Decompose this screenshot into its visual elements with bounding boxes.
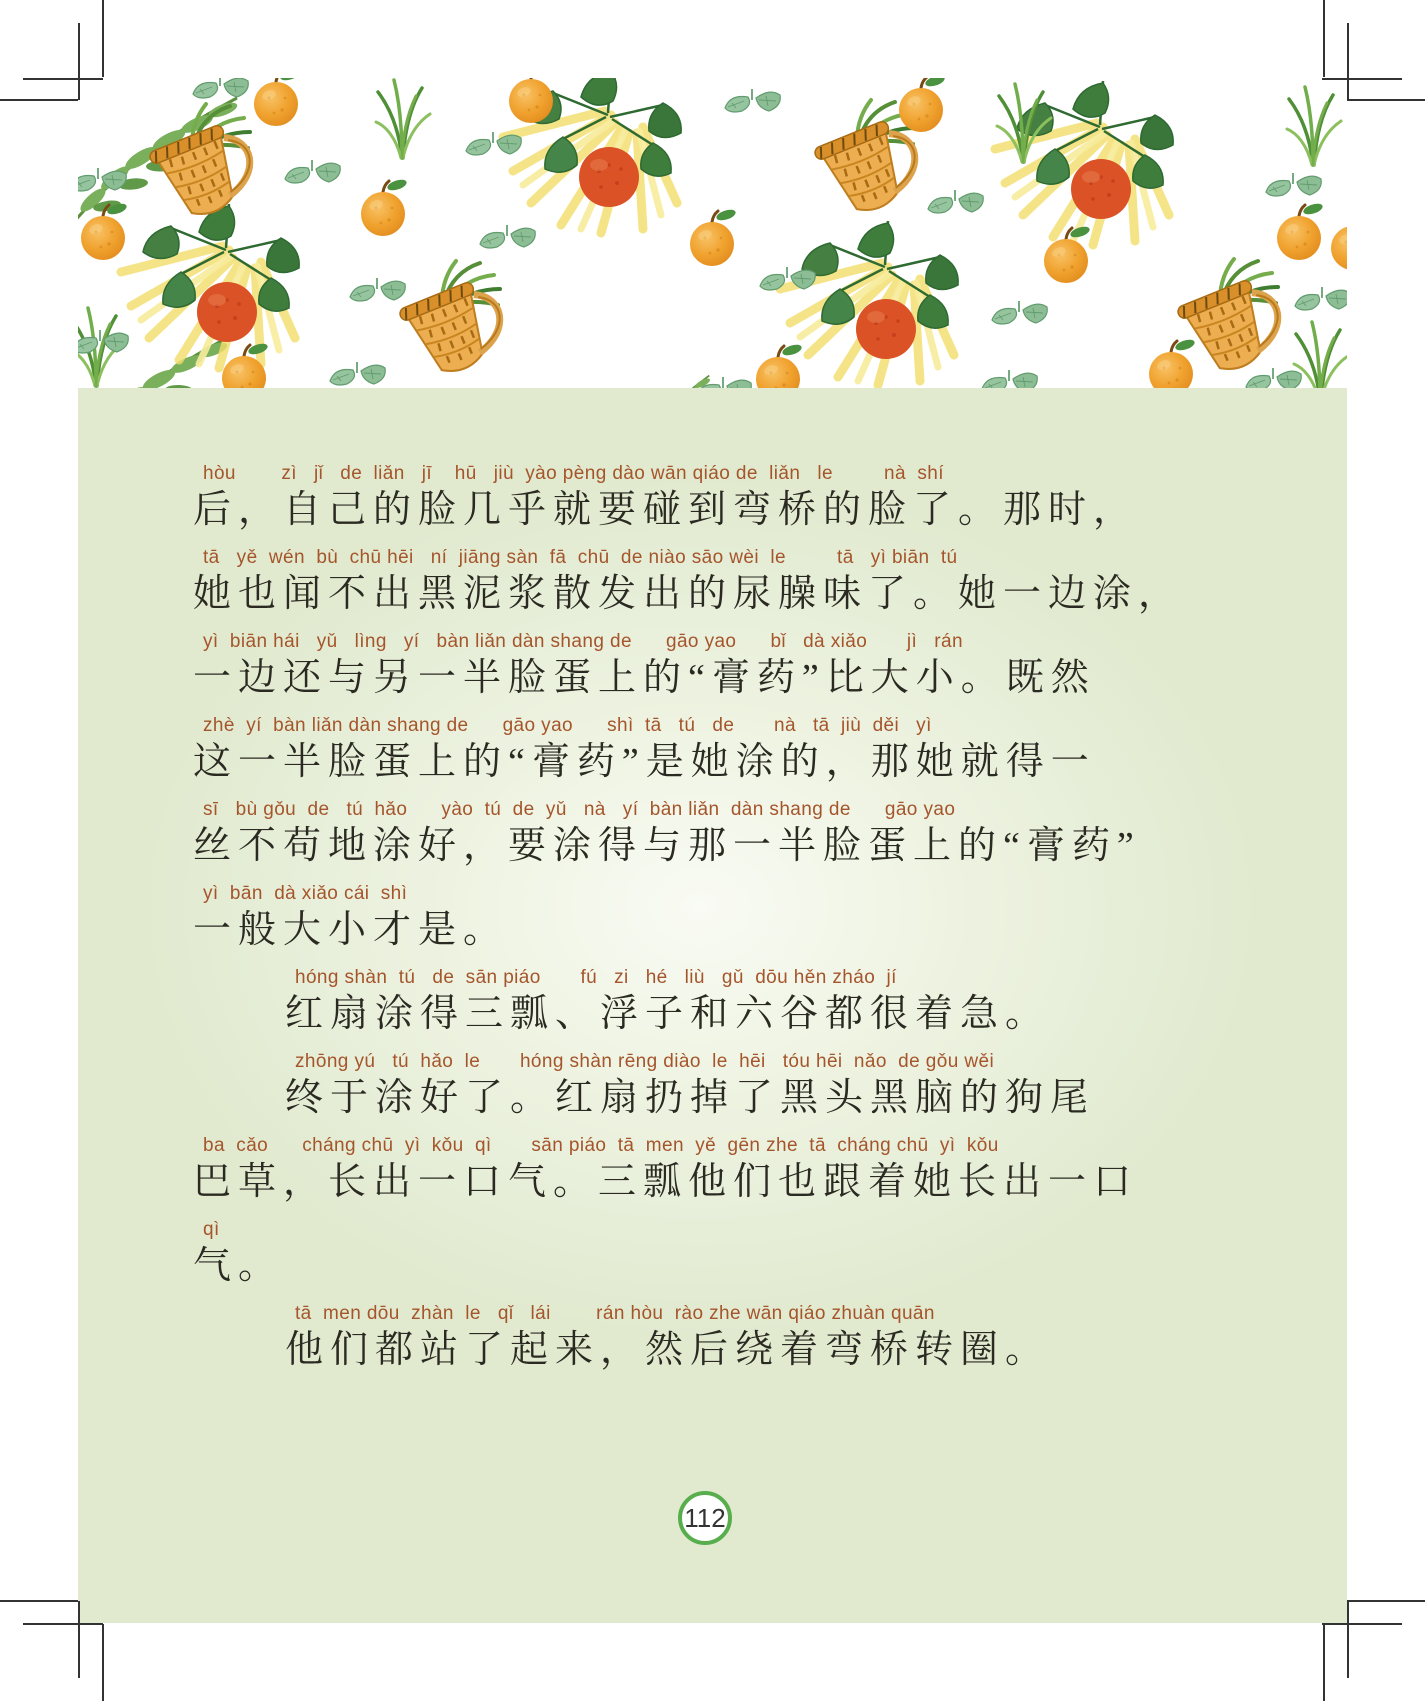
leaf-pair-icon — [330, 362, 385, 385]
hanzi-line: 巴草，长出一口气。三瓢他们也跟着她长出一口 — [193, 1161, 1139, 1203]
crop-mark-line — [1322, 1623, 1402, 1625]
orange-icon — [1331, 212, 1347, 270]
pinyin-line: tā yě wén bù chū hēi ní jiāng sàn fā chū de niào sāo wèi le tā yì biān tú — [203, 547, 958, 568]
pattern-band — [78, 78, 1347, 388]
orange-icon — [1277, 202, 1324, 260]
leaf-pair-icon — [928, 190, 983, 213]
hanzi-line: 气。 — [193, 1245, 284, 1287]
pinyin-line: ba cǎo cháng chū yì kǒu qì sān piáo tā men yě gēn zhe tā cháng chū yì kǒu — [203, 1135, 999, 1156]
text-block — [78, 388, 1347, 1373]
text-line — [193, 546, 1227, 617]
content-area — [78, 388, 1347, 1623]
leaf-pair-icon — [725, 89, 780, 112]
crop-mark-line — [0, 99, 78, 101]
pinyin-line: yì biān hái yǔ lìng yí bàn liǎn dàn shang de gāo yao bǐ dà xiǎo jì rán — [203, 631, 963, 652]
grass-icon — [376, 80, 430, 158]
leaf-pair-icon — [285, 160, 340, 183]
crop-mark-line — [78, 1601, 80, 1678]
hanzi-line: 一般大小才是。 — [193, 909, 509, 951]
fruit-cluster-icon — [780, 221, 958, 385]
text-line — [193, 798, 1227, 869]
leaf-pair-icon — [193, 78, 248, 98]
text-line — [193, 1218, 1227, 1289]
pinyin-line: tā men dōu zhàn le qǐ lái rán hòu rào zhe wān qiáo zhuàn quān — [295, 1303, 935, 1324]
crop-mark-line — [102, 1624, 104, 1701]
hanzi-line: 她也闻不出黑泥浆散发出的尿臊味了。她一边涂， — [193, 573, 1184, 615]
grass-icon — [1287, 87, 1341, 165]
hanzi-line: 丝不苟地涂好，要涂得与那一半脸蛋上的“膏药” — [193, 825, 1141, 867]
text-line — [193, 714, 1227, 785]
text-line — [193, 882, 1227, 953]
crop-mark-line — [23, 1623, 103, 1625]
pinyin-line: hóng shàn tú de sān piáo fú zi hé liù gǔ dōu hěn zháo jí — [295, 967, 897, 988]
crop-mark-line — [1347, 99, 1425, 101]
orange-icon — [1149, 338, 1196, 388]
text-line — [193, 630, 1227, 701]
crop-mark-line — [1322, 78, 1402, 80]
leaf-pair-icon — [466, 132, 521, 155]
orange-icon — [254, 78, 301, 126]
crop-mark-line — [1347, 23, 1349, 100]
pinyin-line: hòu zì jǐ de liǎn jī hū jiù yào pèng dào wān qiáo de liǎn le nà shí — [203, 463, 944, 484]
text-line — [285, 1302, 1227, 1373]
fruit-cluster-icon — [121, 204, 299, 368]
hanzi-line: 红扇涂得三瓢、浮子和六谷都很着急。 — [285, 993, 1051, 1035]
hanzi-line: 这一半脸蛋上的“膏药”是她涂的，那她就得一 — [193, 741, 1096, 783]
page-number-badge — [678, 1491, 732, 1545]
crop-mark-line — [0, 1600, 78, 1602]
grass-icon — [1294, 322, 1347, 388]
basket-icon — [1176, 259, 1292, 381]
page-number-label: 112 — [684, 1502, 726, 1533]
orange-icon — [899, 78, 946, 132]
pinyin-line: qì — [203, 1219, 220, 1240]
leaf-pair-icon — [350, 278, 405, 301]
crop-mark-line — [1323, 0, 1325, 77]
leaf-pair-icon — [982, 370, 1037, 388]
pinyin-line: sī bù gǒu de tú hǎo yào tú de yǔ nà yí bàn liǎn dàn shang de gāo yao — [203, 799, 956, 820]
crop-mark-line — [1347, 1601, 1349, 1678]
text-line — [285, 966, 1227, 1037]
leaf-pair-icon — [480, 225, 535, 248]
page — [78, 78, 1347, 1623]
pinyin-line: zhè yí bàn liǎn dàn shang de gāo yao shì tā tú de nà tā jiù děi yì — [203, 715, 932, 736]
orange-icon — [756, 343, 803, 388]
hanzi-line: 他们都站了起来，然后绕着弯桥转圈。 — [285, 1329, 1051, 1371]
leaf-pair-icon — [1295, 287, 1347, 310]
leaf-pair-icon — [1266, 173, 1321, 196]
orange-icon — [361, 178, 408, 236]
pinyin-line: yì bān dà xiǎo cái shì — [203, 883, 408, 904]
hanzi-line: 一边还与另一半脸蛋上的“膏药”比大小。既然 — [193, 657, 1096, 699]
crop-mark-line — [23, 78, 103, 80]
orange-icon — [690, 208, 737, 266]
crop-mark-line — [102, 0, 104, 77]
hanzi-line: 后，自己的脸几乎就要碰到弯桥的脸了。那时， — [193, 489, 1139, 531]
basket-icon — [398, 261, 514, 383]
text-line — [193, 1134, 1227, 1205]
crop-mark-line — [1323, 1624, 1325, 1701]
crop-mark-line — [1347, 1600, 1425, 1602]
leaf-pair-icon — [992, 301, 1047, 324]
pinyin-line: zhōng yú tú hǎo le hóng shàn rēng diào le hēi tóu hēi nǎo de gǒu wěi — [295, 1051, 995, 1072]
text-line — [193, 462, 1227, 533]
hanzi-line: 终于涂好了。红扇扔掉了黑头黑脑的狗尾 — [285, 1077, 1096, 1119]
crop-mark-line — [78, 23, 80, 100]
basket-icon — [148, 104, 264, 226]
text-line — [285, 1050, 1227, 1121]
leaf-pair-icon — [1246, 368, 1301, 388]
